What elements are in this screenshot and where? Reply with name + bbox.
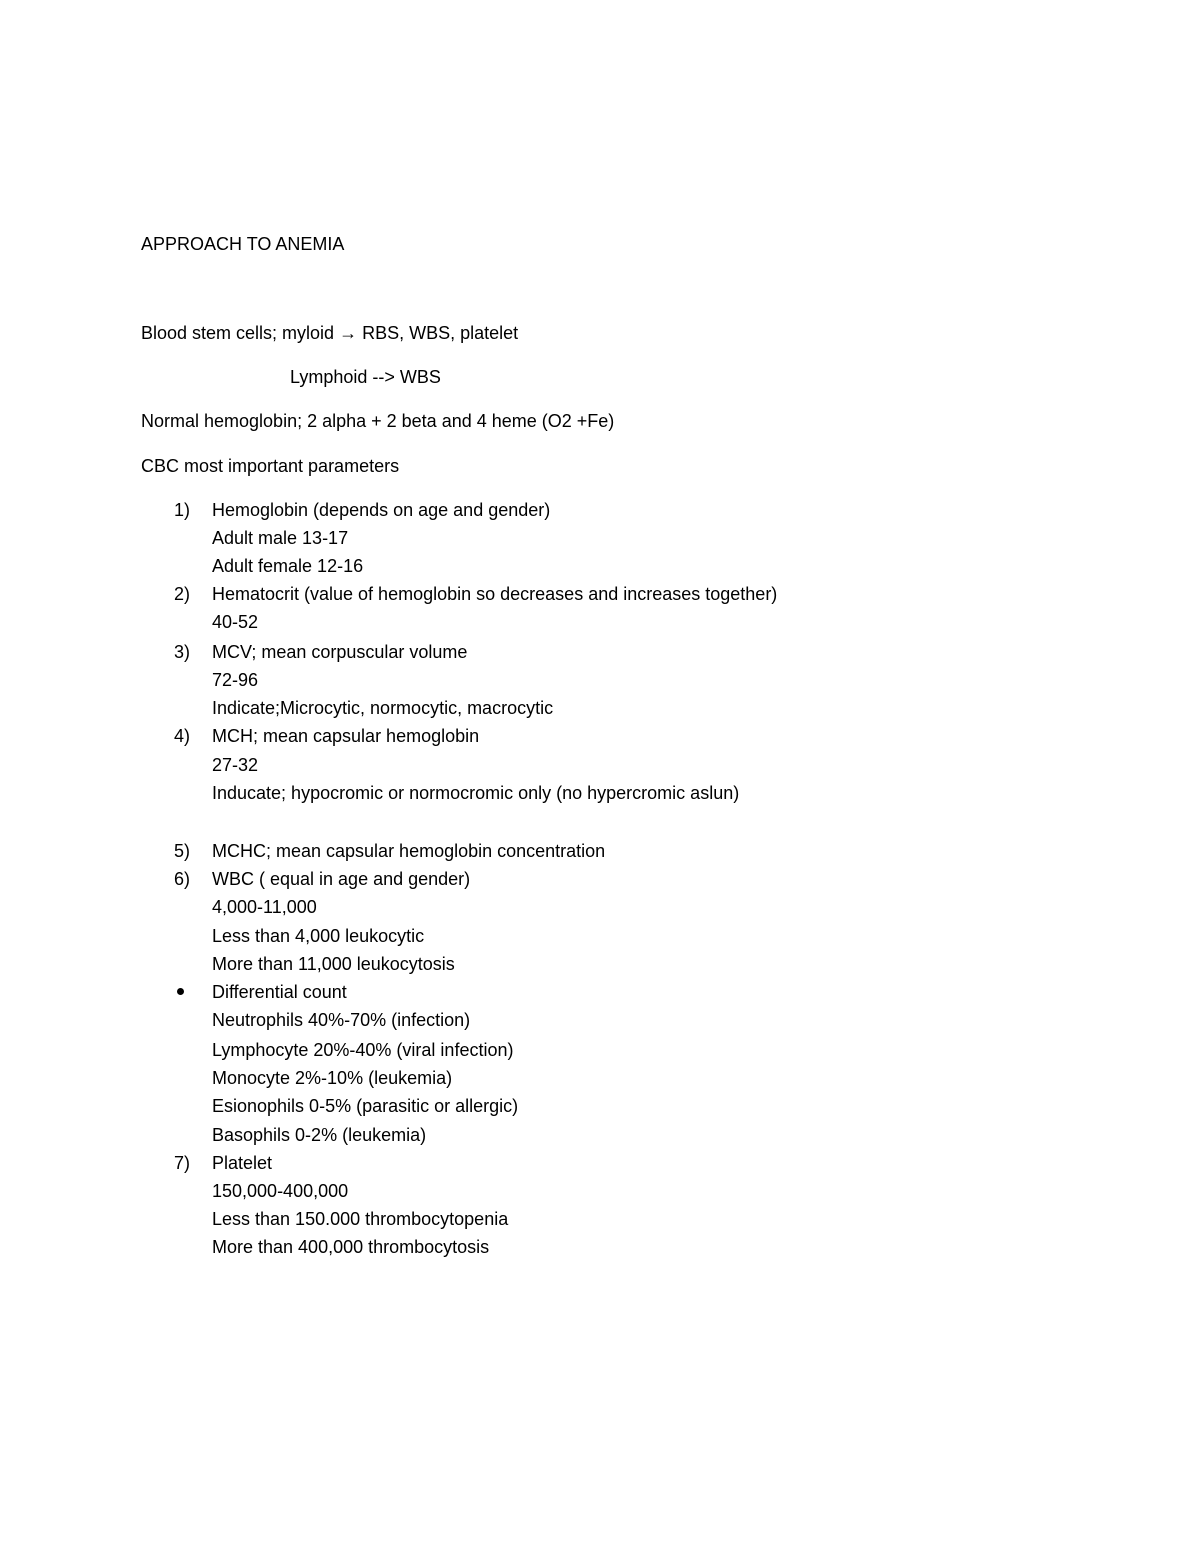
lymphoid-line: Lymphoid --> WBS	[290, 367, 441, 387]
list-item-text: MCH; mean capsular hemoglobin	[212, 726, 480, 746]
list-item-text: Indicate;Microcytic, normocytic, macrocytic	[212, 698, 554, 718]
list-item-text: 27-32	[212, 755, 259, 775]
page-title: APPROACH TO ANEMIA	[141, 234, 345, 254]
list-item-text: More than 400,000 thrombocytosis	[212, 1237, 490, 1257]
list-item-text: Hemoglobin (depends on age and gender)	[212, 500, 551, 520]
list-item-text: 4,000-11,000	[212, 897, 317, 917]
list-marker-7: 7)	[174, 1153, 191, 1173]
list-marker-3: 3)	[174, 642, 191, 662]
list-item-text: Less than 150.000 thrombocytopenia	[212, 1209, 509, 1229]
hemoglobin-line: Normal hemoglobin; 2 alpha + 2 beta and 4 heme (O2 +Fe)	[141, 411, 615, 431]
list-item-text: Less than 4,000 leukocytic	[212, 926, 425, 946]
list-item-text: WBC ( equal in age and gender)	[212, 869, 471, 889]
list-marker-6: 6)	[174, 869, 191, 889]
list-item-text: Differential count	[212, 982, 347, 1002]
list-item-text: 72-96	[212, 670, 259, 690]
list-item-text: 150,000-400,000	[212, 1181, 349, 1201]
list-marker-5: 5)	[174, 841, 191, 861]
list-item-text: Neutrophils 40%-70% (infection)	[212, 1010, 471, 1030]
list-marker-1: 1)	[174, 500, 191, 520]
list-item-text: MCHC; mean capsular hemoglobin concentration	[212, 841, 606, 861]
list-item-text: Lymphocyte 20%-40% (viral infection)	[212, 1040, 514, 1060]
list-item-text: Platelet	[212, 1153, 273, 1173]
bullet-icon	[177, 988, 184, 995]
cbc-heading: CBC most important parameters	[141, 456, 400, 476]
list-marker-2: 2)	[174, 584, 191, 604]
list-item-text: 40-52	[212, 612, 259, 632]
list-item-text: Inducate; hypocromic or normocromic only (no hypercromic aslun)	[212, 783, 740, 803]
list-item-text: Monocyte 2%-10% (leukemia)	[212, 1068, 453, 1088]
list-item-text: Basophils 0-2% (leukemia)	[212, 1125, 427, 1145]
stem-cells-line: Blood stem cells; myloid → RBS, WBS, platelet	[141, 323, 519, 343]
list-item-text: Hematocrit (value of hemoglobin so decreases and increases together)	[212, 584, 778, 604]
list-item-text: MCV; mean corpuscular volume	[212, 642, 468, 662]
list-item-text: Esionophils 0-5% (parasitic or allergic)	[212, 1096, 519, 1116]
list-item-text: Adult female 12-16	[212, 556, 364, 576]
list-item-text: More than 11,000 leukocytosis	[212, 954, 455, 974]
list-marker-4: 4)	[174, 726, 191, 746]
list-item-text: Adult male 13-17	[212, 528, 349, 548]
